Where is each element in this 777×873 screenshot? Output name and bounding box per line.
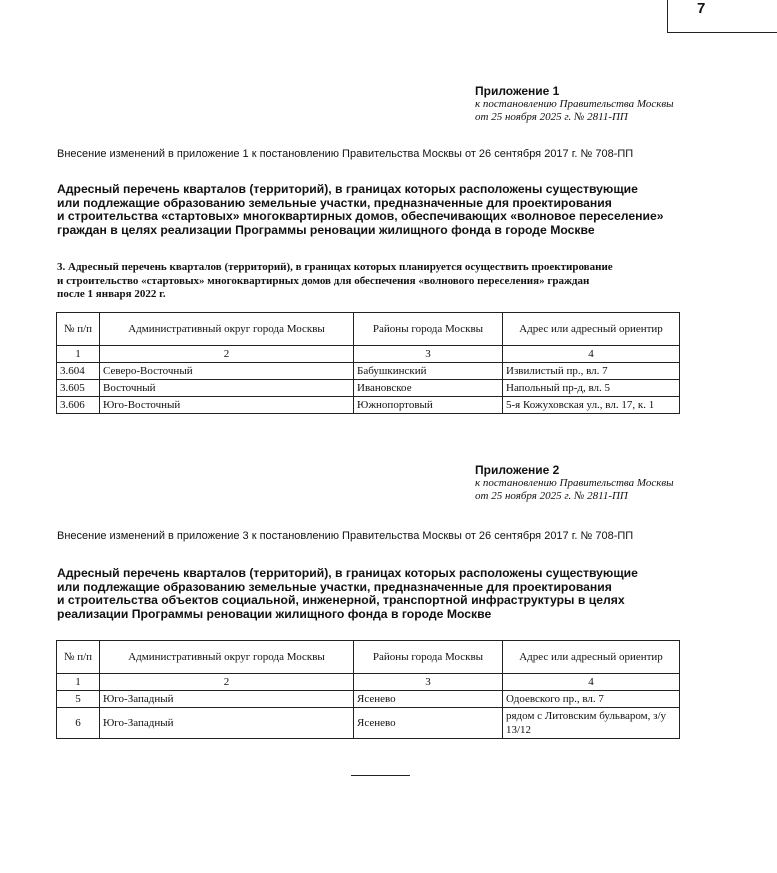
header-cell: Районы города Москвы <box>354 313 503 346</box>
cell-district: Юго-Восточный <box>100 397 354 414</box>
annex1-ref-line2: от 25 ноября 2025 г. № 2811-ПП <box>475 111 628 123</box>
header-cell: Административный округ города Москвы <box>100 641 354 674</box>
header-cell: № п/п <box>57 641 100 674</box>
cell-area: Ивановское <box>354 380 503 397</box>
cell-district: Восточный <box>100 380 354 397</box>
cell-area: Бабушкинский <box>354 363 503 380</box>
cell-number: 5 <box>57 691 100 708</box>
annex1-header <box>475 84 674 124</box>
column-number: 1 <box>57 674 100 691</box>
subheading-line: после 1 января 2022 г. <box>57 288 166 300</box>
cell-district: Юго-Западный <box>100 691 354 708</box>
column-number: 2 <box>100 674 354 691</box>
table-row <box>57 397 680 414</box>
header-cell: Адрес или адресный ориентир <box>503 313 680 346</box>
heading-line: граждан в целях реализации Программы реновации жилищного фонда в городе Москве <box>57 222 595 237</box>
cell-district: Юго-Западный <box>100 708 354 739</box>
column-number: 2 <box>100 346 354 363</box>
annex2-title: Приложение 2 <box>475 463 560 477</box>
heading-line: реализации Программы реновации жилищного фонда в городе Москве <box>57 606 492 621</box>
heading-line: и строительства объектов социальной, инженерной, транспортной инфраструктуры в целях <box>57 593 625 607</box>
subheading-line: и строительство «стартовых» многоквартирных домов для обеспечения «волнового переселения» граждан <box>57 274 590 287</box>
annex2-intro: Внесение изменений в приложение 3 к постановлению Правительства Москвы от 26 сентября 2017 г. № 708-ПП <box>57 530 634 542</box>
table-row <box>57 380 680 397</box>
cell-address: рядом с Литовским бульваром, з/у 13/12 <box>503 708 680 739</box>
annex2-ref-line1: к постановлению Правительства Москвы <box>475 477 674 489</box>
annex1-intro: Внесение изменений в приложение 1 к постановлению Правительства Москвы от 26 сентября 2017 г. № 708-ПП <box>57 148 634 160</box>
subheading-line: 3. Адресный перечень кварталов (территорий), в границах которых планируется осуществить проектирование <box>57 261 613 273</box>
heading-line: или подлежащие образованию земельные участки, предназначенные для проектирования <box>57 195 612 210</box>
end-rule <box>351 775 410 776</box>
cell-address: Напольный пр-д, вл. 5 <box>503 380 680 397</box>
annex2-heading <box>57 567 638 621</box>
heading-line: Адресный перечень кварталов (территорий), в границах которых расположены существующие <box>57 566 638 580</box>
table-row <box>57 691 680 708</box>
cell-address: 5-я Кожуховская ул., вл. 17, к. 1 <box>503 397 680 414</box>
header-cell: № п/п <box>57 313 100 346</box>
annex2-table <box>56 640 680 739</box>
cell-address: Одоевского пр., вл. 7 <box>503 691 680 708</box>
column-number: 3 <box>354 346 503 363</box>
annex1-subheading <box>57 261 613 302</box>
annex1-ref-line1: к постановлению Правительства Москвы <box>475 98 674 110</box>
header-cell: Адрес или адресный ориентир <box>503 641 680 674</box>
column-number-row <box>57 674 680 691</box>
page-number-box <box>667 0 777 33</box>
header-cell: Районы города Москвы <box>354 641 503 674</box>
annex1-heading <box>57 183 664 237</box>
annex2-header <box>475 463 674 503</box>
heading-line: и строительства «стартовых» многоквартирных домов, обеспечивающих «волновое переселение» <box>57 209 664 223</box>
annex1-table <box>56 312 680 414</box>
heading-line: или подлежащие образованию земельные участки, предназначенные для проектирования <box>57 579 612 594</box>
heading-line: Адресный перечень кварталов (территорий), в границах которых расположены существующие <box>57 182 638 196</box>
cell-address: Извилистый пр., вл. 7 <box>503 363 680 380</box>
table-header-row <box>57 313 680 346</box>
cell-area: Ясенево <box>354 691 503 708</box>
annex1-title: Приложение 1 <box>475 84 560 98</box>
cell-district: Северо-Восточный <box>100 363 354 380</box>
column-number: 4 <box>503 346 680 363</box>
table-row <box>57 363 680 380</box>
annex2-ref-line2: от 25 ноября 2025 г. № 2811-ПП <box>475 490 628 502</box>
column-number: 4 <box>503 674 680 691</box>
cell-number: 3.604 <box>57 363 100 380</box>
column-number: 1 <box>57 346 100 363</box>
column-number: 3 <box>354 674 503 691</box>
header-cell: Административный округ города Москвы <box>100 313 354 346</box>
table-header-row <box>57 641 680 674</box>
column-number-row <box>57 346 680 363</box>
table-row <box>57 708 680 739</box>
cell-number: 3.606 <box>57 397 100 414</box>
cell-number: 3.605 <box>57 380 100 397</box>
cell-area: Южнопортовый <box>354 397 503 414</box>
cell-area: Ясенево <box>354 708 503 739</box>
cell-number: 6 <box>57 708 100 739</box>
page-number: 7 <box>697 0 706 17</box>
